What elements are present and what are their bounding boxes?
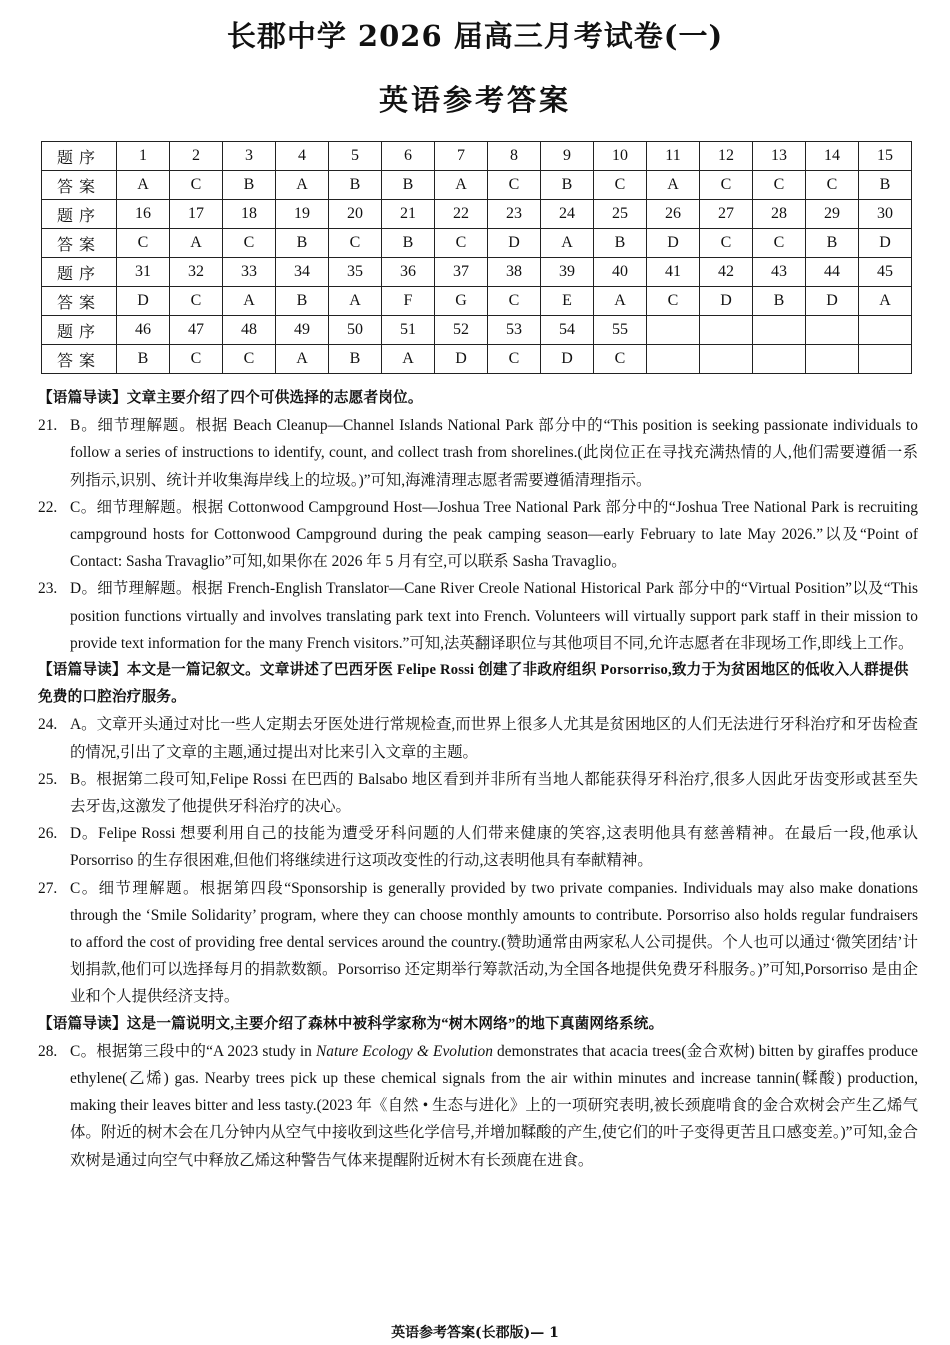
question-number: 21. xyxy=(38,417,58,435)
answer-cell: C xyxy=(170,287,223,316)
answer-cell: A xyxy=(859,287,912,316)
explanation-item xyxy=(38,494,918,576)
answer-cell: D xyxy=(541,345,594,374)
question-number-cell: 27 xyxy=(700,200,753,229)
explanation-text: D。Felipe Rossi 想要利用自己的技能为遭受牙科问题的人们带来健康的笑容,这表明他具有慈善精神。在最后一段,他承认 Porsorriso 的生存很困难,但他们将继续进行这项改变性的行动,这表明他具有奉献精神。 xyxy=(70,825,918,870)
answer-cell: A xyxy=(170,229,223,258)
answer-cell: B xyxy=(223,171,276,200)
answer-cell: A xyxy=(541,229,594,258)
question-number-cell: 8 xyxy=(488,142,541,171)
question-number-cell: 43 xyxy=(753,258,806,287)
answer-cell: D xyxy=(647,229,700,258)
question-number-cell: 31 xyxy=(117,258,170,287)
answer-cell: B xyxy=(806,229,859,258)
answer-cell: C xyxy=(806,171,859,200)
question-number-cell: 7 xyxy=(435,142,488,171)
answer-table xyxy=(41,141,912,374)
explanation-item xyxy=(38,1038,918,1174)
row-label: 答案 xyxy=(42,229,117,258)
exam-title: 长郡中学 2026 届高三月考试卷(一) xyxy=(226,19,724,53)
answer-cell: A xyxy=(276,171,329,200)
answer-cell: D xyxy=(700,287,753,316)
answer-cell: D xyxy=(806,287,859,316)
answer-cell: D xyxy=(488,229,541,258)
answer-cell: A xyxy=(594,287,647,316)
row-label: 题序 xyxy=(42,200,117,229)
question-number-cell: 4 xyxy=(276,142,329,171)
question-number-cell: 41 xyxy=(647,258,700,287)
answer-cell: C xyxy=(223,345,276,374)
question-number-cell: 37 xyxy=(435,258,488,287)
question-number-cell: 42 xyxy=(700,258,753,287)
explanation-text: D。细节理解题。根据 French-English Translator—Cane River Creole National Historical Park 部分中的“Virtual Position”以及“This position functions virtually and involves translating park text into French. Volunteers will virtually support park staff in their mission to provide text information for the many French visitors.”可知,法英翻译职位与其他项目不同,允许志愿者在非现场工作,即线上工作。 xyxy=(70,580,918,652)
answer-cell xyxy=(753,345,806,374)
question-row xyxy=(42,316,912,345)
question-number-cell: 14 xyxy=(806,142,859,171)
answer-cell: A xyxy=(435,171,488,200)
question-number-cell: 25 xyxy=(594,200,647,229)
question-number-cell: 19 xyxy=(276,200,329,229)
answer-cell: C xyxy=(170,171,223,200)
question-number: 26. xyxy=(38,825,58,843)
question-number-cell: 44 xyxy=(806,258,859,287)
answer-cell: B xyxy=(276,287,329,316)
answer-cell: B xyxy=(117,345,170,374)
row-label: 答案 xyxy=(42,287,117,316)
explanation-item xyxy=(38,766,918,820)
question-number-cell: 6 xyxy=(382,142,435,171)
question-number-cell: 10 xyxy=(594,142,647,171)
passage-guide: 【语篇导读】这是一篇说明文,主要介绍了森林中被科学家称为“树木网络”的地下真菌网络系统。 xyxy=(38,1015,664,1032)
answer-cell: C xyxy=(435,229,488,258)
journal-title: Nature Ecology & Evolution xyxy=(316,1042,493,1060)
answer-cell: D xyxy=(859,229,912,258)
answer-cell: C xyxy=(647,287,700,316)
question-number-cell: 12 xyxy=(700,142,753,171)
question-number-cell: 2 xyxy=(170,142,223,171)
question-number-cell: 11 xyxy=(647,142,700,171)
explanation-text: A。文章开头通过对比一些人定期去牙医处进行常规检查,而世界上很多人尤其是贫困地区的人们无法进行牙科治疗和牙齿检查的情况,引出了文章的主题,通过提出对比来引入文章的主题。 xyxy=(70,716,918,761)
answer-cell: B xyxy=(382,229,435,258)
answer-row xyxy=(42,171,912,200)
question-number-cell: 16 xyxy=(117,200,170,229)
answer-cell: A xyxy=(223,287,276,316)
question-number-cell: 55 xyxy=(594,316,647,345)
answer-cell: B xyxy=(276,229,329,258)
question-number-cell: 39 xyxy=(541,258,594,287)
explanation-text: B。根据第二段可知,Felipe Rossi 在巴西的 Balsabo 地区看到并非所有当地人都能获得牙科治疗,很多人因此牙齿变形或甚至失去牙齿,这激发了他提供牙科治疗的决心。 xyxy=(70,770,918,816)
question-number-cell xyxy=(647,316,700,345)
question-number-cell: 50 xyxy=(329,316,382,345)
answer-cell: B xyxy=(859,171,912,200)
answer-cell: A xyxy=(276,345,329,374)
row-label: 答案 xyxy=(42,345,117,374)
question-number-cell: 51 xyxy=(382,316,435,345)
explanation-item xyxy=(38,412,918,494)
answer-cell: C xyxy=(329,229,382,258)
question-number-cell: 23 xyxy=(488,200,541,229)
explanation-text: C。细节理解题。根据 Cottonwood Campground Host—Joshua Tree National Park 部分中的“Joshua Tree National Park is recruiting campground hosts for Cottonwood Campground during the peak camping season—early February to late May 2026.”以及“Point of Contact: Sasha Travaglio”可知,如果你在 2026 年 5 月有空,可以联系 Sasha Travaglio。 xyxy=(70,498,918,571)
answer-cell: C xyxy=(117,229,170,258)
question-number: 23. xyxy=(38,580,58,598)
explanation-text: C。根据第三段中的“A 2023 study in xyxy=(70,1042,316,1060)
answer-cell: C xyxy=(753,171,806,200)
question-number-cell: 28 xyxy=(753,200,806,229)
question-number-cell: 40 xyxy=(594,258,647,287)
answer-cell: A xyxy=(647,171,700,200)
question-number-cell: 34 xyxy=(276,258,329,287)
question-number-cell: 17 xyxy=(170,200,223,229)
question-number-cell: 21 xyxy=(382,200,435,229)
answer-row xyxy=(42,287,912,316)
question-number-cell: 30 xyxy=(859,200,912,229)
question-number-cell: 26 xyxy=(647,200,700,229)
question-number-cell: 35 xyxy=(329,258,382,287)
question-number-cell: 20 xyxy=(329,200,382,229)
answer-cell: C xyxy=(594,171,647,200)
answer-cell: C xyxy=(488,171,541,200)
answer-cell: B xyxy=(594,229,647,258)
answer-cell: C xyxy=(753,229,806,258)
question-row xyxy=(42,200,912,229)
answer-cell: B xyxy=(329,345,382,374)
explanation-text: B。细节理解题。根据 Beach Cleanup—Channel Islands National Park 部分中的“This position is seeking passionate individuals to follow a series of instructions to identify, count, and collect trash from shorelines.(此岗位正在寻找充满热情的人,他们需要遵循一系列指示,识别、统计并收集海岸线上的垃圾。)”可知,海滩清理志愿者需要遵循清理指示。 xyxy=(70,417,918,489)
answer-cell: B xyxy=(753,287,806,316)
passage-guide: 【语篇导读】文章主要介绍了四个可供选择的志愿者岗位。 xyxy=(38,390,423,406)
answer-cell: C xyxy=(700,171,753,200)
explanation-item xyxy=(38,575,918,657)
answer-cell xyxy=(647,345,700,374)
question-number-cell xyxy=(753,316,806,345)
question-number-cell: 54 xyxy=(541,316,594,345)
explanation-text: C。细节理解题。根据第四段“Sponsorship is generally provided by two private companies. Individuals may also make donations through the ‘Smile Solidarity’ program, where they can choose monthly amounts to contribute. Porsorriso also holds regular fundraisers to afford the cost of providing free dental services around the country.(赞助通常由两家私人公司提供。个人也可以通过‘微笑团结’计划捐款,他们可以选择每月的捐款数额。Porsorriso 还定期举行筹款活动,为全国各地提供免费牙科服务。)”可知,Porsorriso 是由企业和个人提供经济支持。 xyxy=(70,879,918,1006)
question-number: 22. xyxy=(38,498,58,516)
question-number-cell: 32 xyxy=(170,258,223,287)
question-number-cell: 15 xyxy=(859,142,912,171)
answer-row xyxy=(42,345,912,374)
answer-cell: C xyxy=(223,229,276,258)
question-number-cell: 18 xyxy=(223,200,276,229)
answer-cell: C xyxy=(594,345,647,374)
question-number-cell: 22 xyxy=(435,200,488,229)
question-row xyxy=(42,258,912,287)
answer-cell: C xyxy=(700,229,753,258)
question-number-cell: 9 xyxy=(541,142,594,171)
answer-cell: A xyxy=(117,171,170,200)
answer-key-heading: 英语参考答案 xyxy=(378,83,571,117)
answer-cell: B xyxy=(382,171,435,200)
answer-cell: E xyxy=(541,287,594,316)
question-number-cell: 48 xyxy=(223,316,276,345)
question-number-cell: 46 xyxy=(117,316,170,345)
question-number-cell: 45 xyxy=(859,258,912,287)
question-number-cell xyxy=(700,316,753,345)
answer-cell xyxy=(806,345,859,374)
page-footer: 英语参考答案(长郡版)— 1 xyxy=(391,1325,559,1341)
explanation-item xyxy=(38,875,918,1011)
explanation-text: demonstrates that acacia trees(金合欢树) bitten by giraffes produce ethylene(乙烯) gas. Nearby trees pick up these chemical signals from the air within minutes and increase tannin(鞣酸) production, making their leaves bitter and less tasty.(2023 年《自然 • 生态与进化》上的一项研究表明,被长颈鹿啃食的金合欢树会产生乙烯气体。附近的树木会在几分钟内从空气中接收到这些化学信号,并增加鞣酸的产生,使它们的叶子变得更苦且口感变差。)”可知,金合欢树是通过向空气中释放乙烯这种警告气体来提醒附近树木有长颈鹿在进食。 xyxy=(70,1042,918,1169)
answer-cell: F xyxy=(382,287,435,316)
question-number-cell: 47 xyxy=(170,316,223,345)
answer-cell: B xyxy=(541,171,594,200)
question-number-cell: 53 xyxy=(488,316,541,345)
answer-cell: D xyxy=(117,287,170,316)
question-number: 28. xyxy=(38,1042,58,1060)
question-number-cell: 1 xyxy=(117,142,170,171)
explanation-item xyxy=(38,711,918,765)
row-label: 题序 xyxy=(42,316,117,345)
row-label: 答案 xyxy=(42,171,117,200)
question-number-cell: 13 xyxy=(753,142,806,171)
answer-cell: A xyxy=(382,345,435,374)
answer-cell: B xyxy=(329,171,382,200)
question-number-cell: 29 xyxy=(806,200,859,229)
answer-cell xyxy=(700,345,753,374)
answer-row xyxy=(42,229,912,258)
question-number: 25. xyxy=(38,770,58,788)
question-row xyxy=(42,142,912,171)
answer-cell: A xyxy=(329,287,382,316)
question-number-cell: 49 xyxy=(276,316,329,345)
explanations xyxy=(38,385,918,1174)
answer-cell: D xyxy=(435,345,488,374)
question-number: 27. xyxy=(38,879,58,897)
passage-guide: 【语篇导读】本文是一篇记叙文。文章讲述了巴西牙医 Felipe Rossi 创建了非政府组织 Porsorriso,致力于为贫困地区的低收入人群提供免费的口腔治疗服务。 xyxy=(38,662,909,706)
answer-cell: C xyxy=(488,287,541,316)
row-label: 题序 xyxy=(42,142,117,171)
answer-cell xyxy=(859,345,912,374)
question-number-cell: 33 xyxy=(223,258,276,287)
explanation-item xyxy=(38,820,918,874)
answer-cell: G xyxy=(435,287,488,316)
answer-cell: C xyxy=(170,345,223,374)
row-label: 题序 xyxy=(42,258,117,287)
question-number-cell: 24 xyxy=(541,200,594,229)
question-number-cell: 52 xyxy=(435,316,488,345)
question-number-cell: 36 xyxy=(382,258,435,287)
question-number-cell: 3 xyxy=(223,142,276,171)
question-number: 24. xyxy=(38,716,58,734)
question-number-cell: 38 xyxy=(488,258,541,287)
answer-cell: C xyxy=(488,345,541,374)
question-number-cell: 5 xyxy=(329,142,382,171)
question-number-cell xyxy=(859,316,912,345)
question-number-cell xyxy=(806,316,859,345)
